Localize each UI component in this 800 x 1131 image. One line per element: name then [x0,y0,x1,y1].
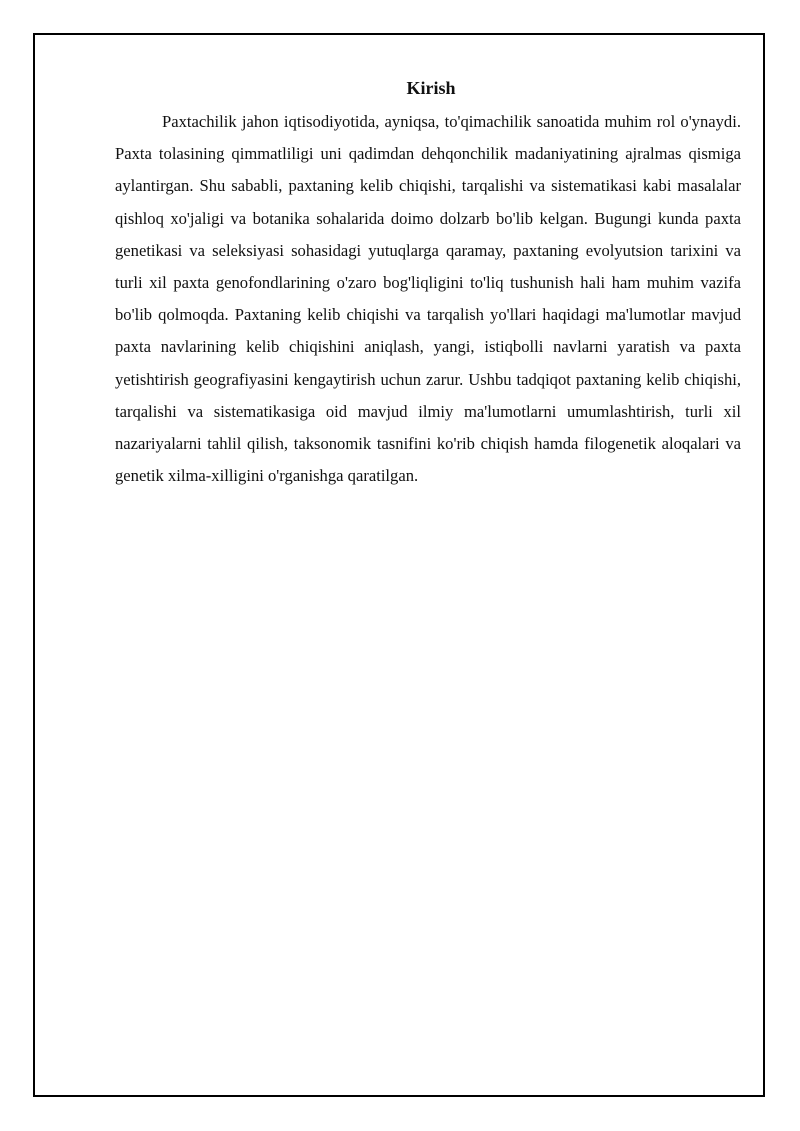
body-paragraph: Paxtachilik jahon iqtisodiyotida, ayniqsa, to'qimachilik sanoatida muhim rol o'ynaydi. Paxta tolasining qimmatliligi uni qadimdan dehqonchilik madaniyatining ajralmas qismiga aylantirgan. Shu sababli, paxtaning kelib chiqishi, tarqalishi va sistematikasi kabi masalalar qishloq xo'jaligi va botanika sohalarida doimo dolzarb bo'lib kelgan. Bugungi kunda paxta genetikasi va seleksiyasi sohasidagi yutuqlarga qaramay, paxtaning evolyutsion tarixini va turli xil paxta genofondlarining o'zaro bog'liqligini to'liq tushunish hali ham muhim vazifa bo'lib qolmoqda. Paxtaning kelib chiqishi va tarqalish yo'llari haqidagi ma'lumotlar mavjud paxta navlarining kelib chiqishini aniqlash, yangi, istiqbolli navlarni yaratish va paxta yetishtirish geografiyasini kengaytirish uchun zarur. Ushbu tadqiqot paxtaning kelib chiqishi, tarqalishi va sistematikasiga oid mavjud ilmiy ma'lumotlarni umumlashtirish, turli xil nazariyalarni tahlil qilish, taksonomik tasnifini ko'rib chiqish hamda filogenetik aloqalari va genetik xilma-xilligini o'rganishga qaratilgan. [115,112,741,486]
page-title: Kirish [406,78,456,98]
document-content [115,76,741,492]
